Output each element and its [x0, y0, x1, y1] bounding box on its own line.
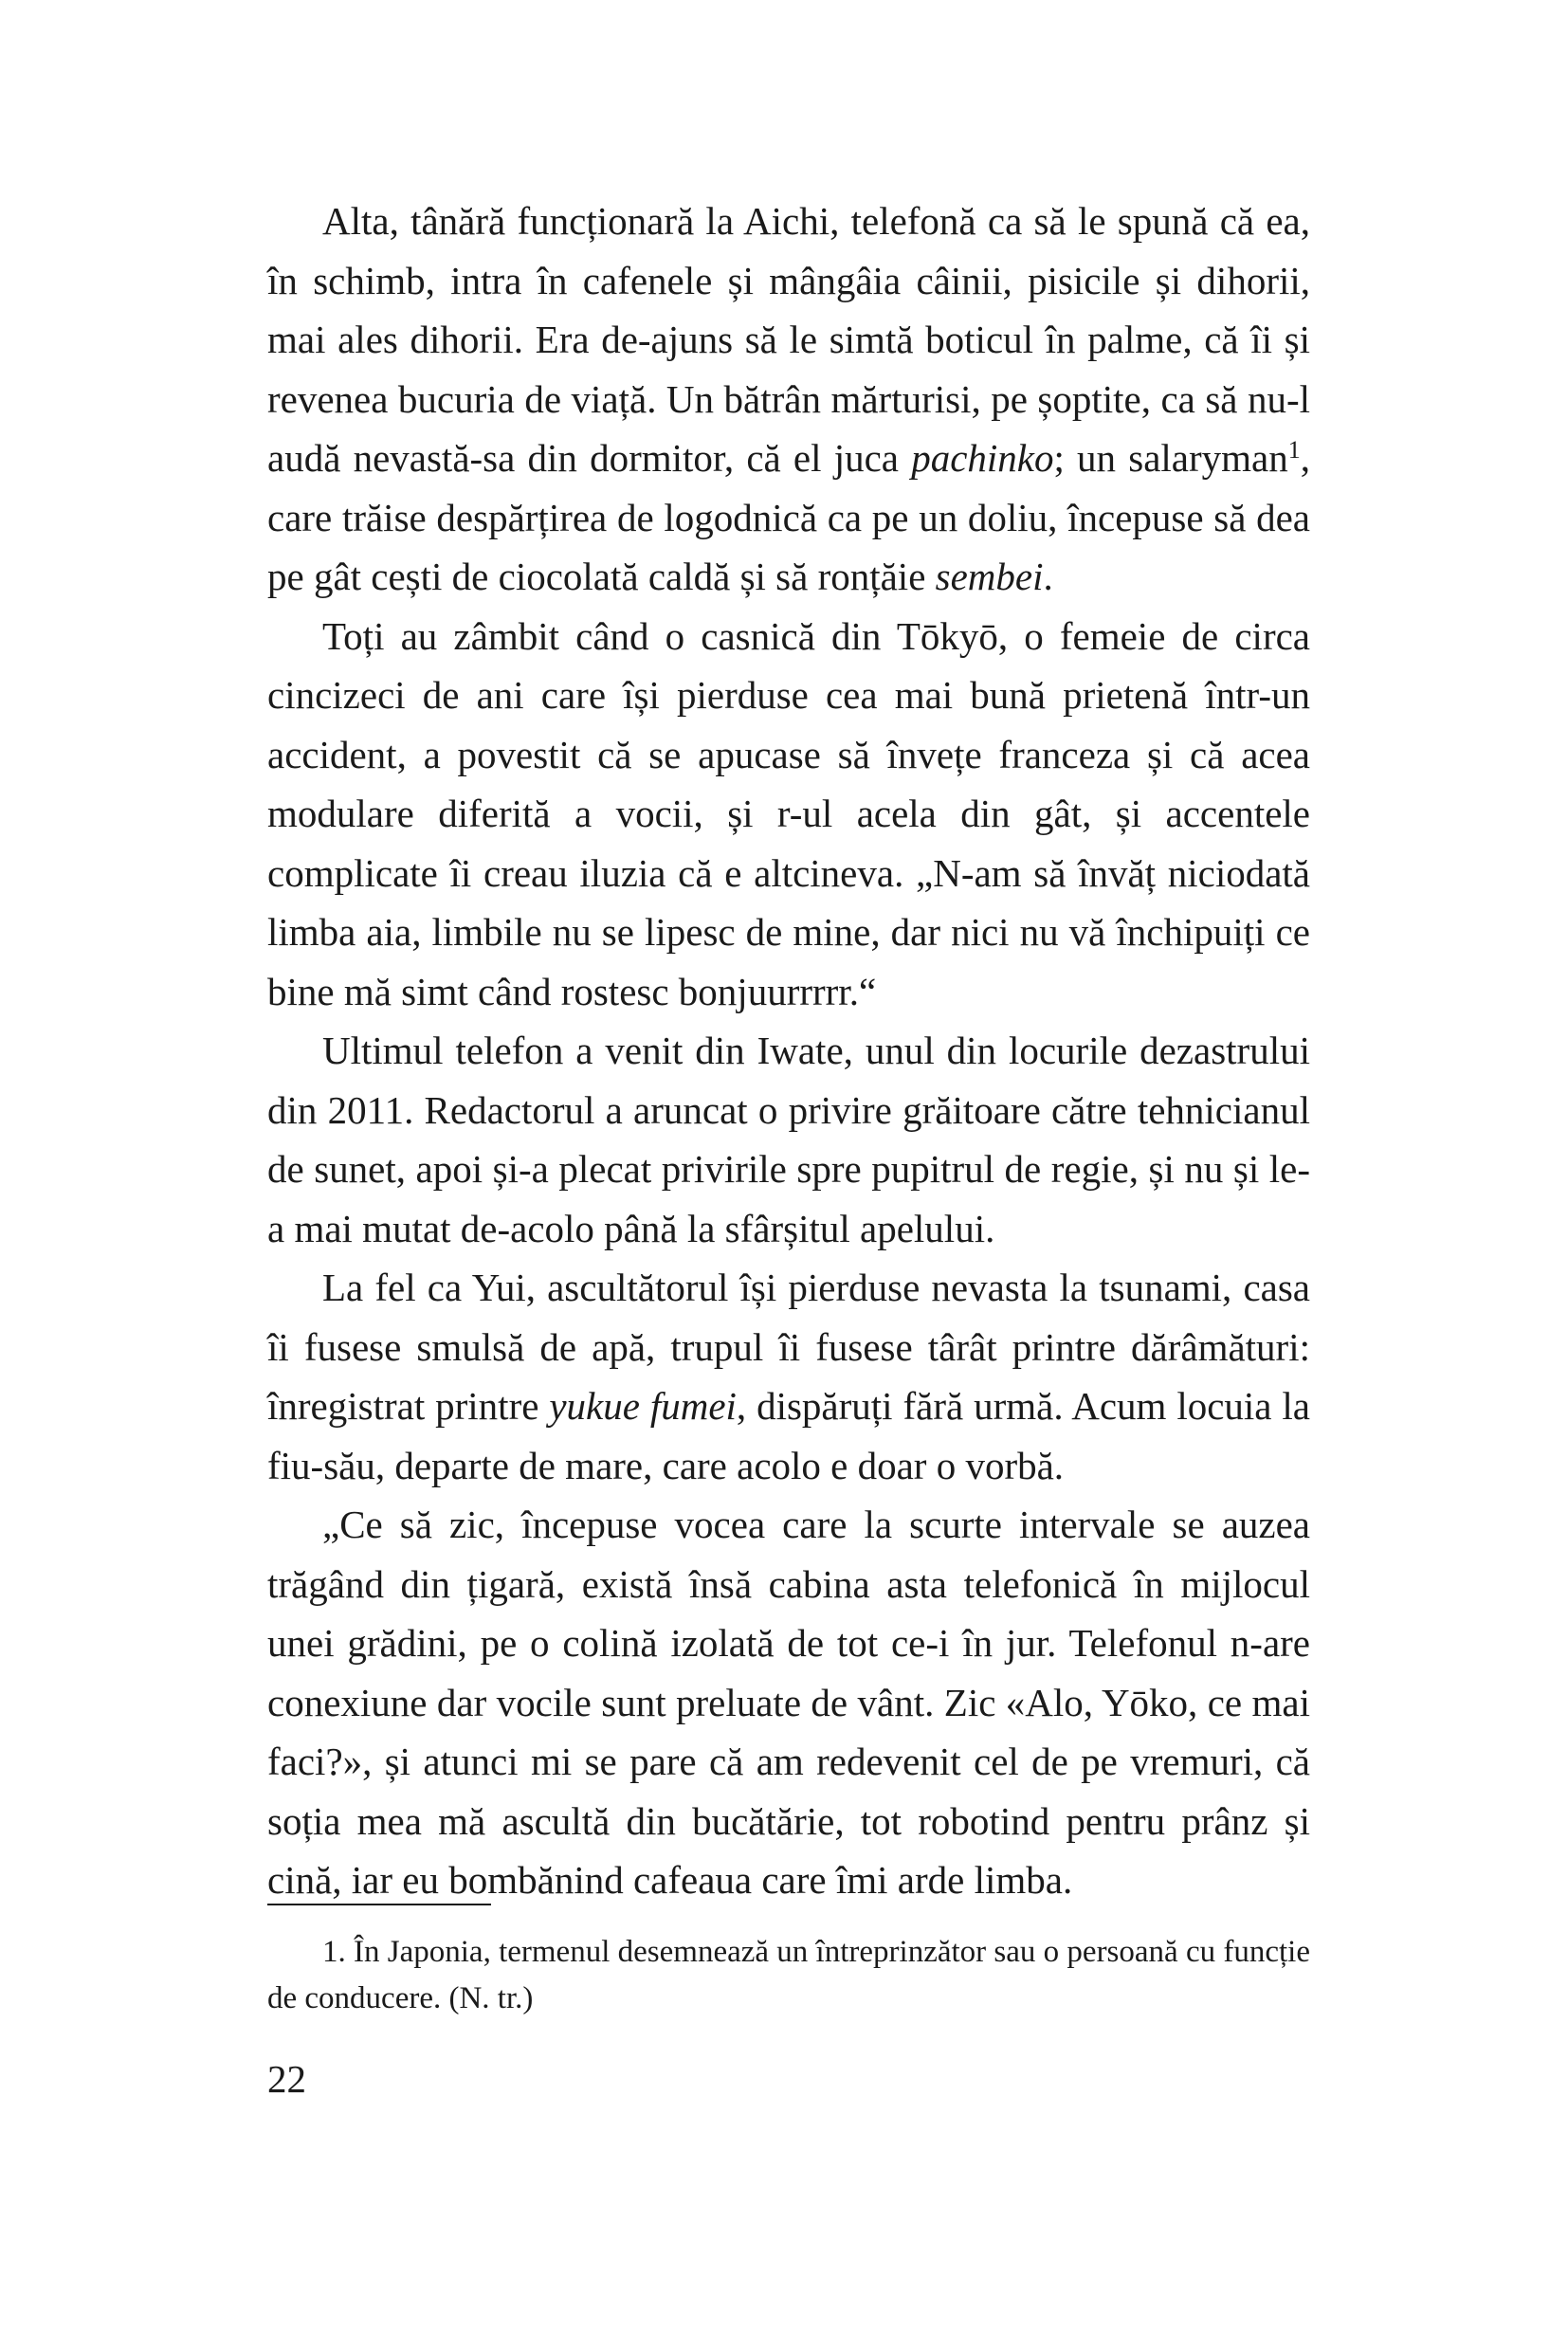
text-run: , care trăise despărțirea de logodnică ca pe un doliu, începuse să dea pe gât cești de ciocolată caldă și să ronțăie [267, 436, 1310, 598]
paragraph [267, 607, 1310, 1022]
paragraph [267, 1258, 1310, 1495]
paragraph [267, 191, 1310, 607]
italic-term: yukue fumei [549, 1384, 737, 1428]
text-run: „Ce să zic, începuse vocea care la scurte intervale se auzea trăgând din țigară, există însă cabina asta telefonică în mijlocul unei grădini, pe o colină izolată de tot ce-i în jur. Telefonul n-are conexiune dar vocile sunt preluate de vânt. Zic «Alo, Yōko, ce mai faci?», și atunci mi se pare că am redevenit cel de pe vremuri, că soția mea mă ascultă din bucătărie, tot robotind pentru prânz și cină, iar eu bombănind cafeaua care îmi arde limba. [267, 1503, 1310, 1902]
paragraph [267, 1495, 1310, 1910]
text-run: . [1043, 555, 1053, 598]
paragraph [267, 1021, 1310, 1258]
page-number: 22 [267, 2057, 306, 2101]
text-run: , dispăruți fără urmă. Acum locuia la fiu-său, departe de mare, care acolo e doar o vorbă. [267, 1384, 1310, 1487]
text-run: ; un salaryman [1053, 436, 1288, 480]
text-run: Toți au zâmbit când o casnică din Tōkyō, o femeie de circa cincizeci de ani care își pierduse cea mai bună prietenă într-un accident, a povestit că se apucase să învețe franceza și că acea modulare diferită a vocii, și r-ul acela din gât, și accentele complicate îi creau iluzia că e altcineva. „N-am să învăț niciodată limba aia, limbile nu se lipesc de mine, dar nici nu vă închipuiți ce bine mă simt când rostesc bonjuurrrrr.“ [267, 613, 1310, 1013]
italic-term: sembei [935, 555, 1044, 598]
footnote-separator [267, 1904, 491, 1905]
body-text [267, 191, 1310, 1910]
footnote-marker: 1 [1287, 436, 1301, 464]
text-run: Ultimul telefon a venit din Iwate, unul din locurile dezastrului din 2011. Redactorul a aruncat o privire grăitoare către tehnicianul de sunet, apoi și-a plecat privirile spre pupitrul de regie, și nu și le-a mai mutat de-acolo până la sfârșitul apelului. [267, 1029, 1310, 1250]
text-run: La fel ca Yui, ascultătorul își pierduse nevasta la tsunami, casa îi fusese smulsă de apă, trupul îi fusese târât printre dărâmături: înregistrat printre [267, 1266, 1310, 1428]
text-run: Alta, tânără funcționară la Aichi, telefonă ca să le spună că ea, în schimb, intra în cafenele și mângâia câinii, pisicile și dihorii, mai ales dihorii. Era de-ajuns să le simtă boticul în palme, că îi și revenea bucuria de viață. Un bătrân mărturisi, pe șoptite, ca să nu-l audă nevastă-sa din dormitor, că el juca [267, 199, 1310, 480]
italic-term: pachinko [911, 436, 1054, 480]
footnote: 1. În Japonia, termenul desemnează un întreprinzător sau o persoană cu funcție de conducere. (N. tr.) [267, 1935, 1310, 2015]
